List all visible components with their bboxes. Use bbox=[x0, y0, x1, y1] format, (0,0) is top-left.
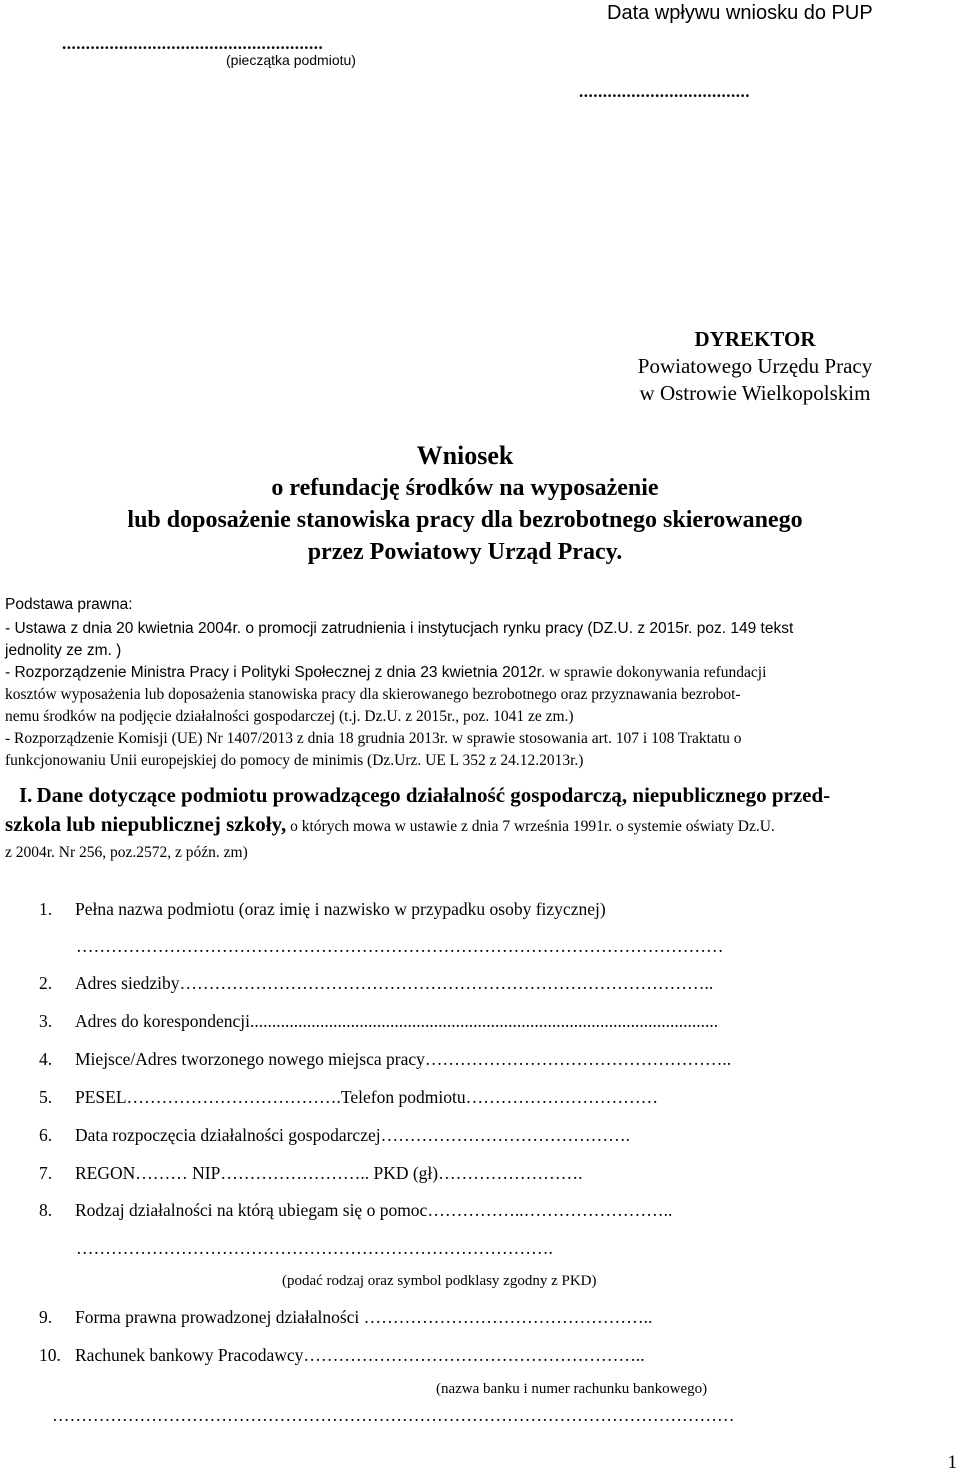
legal-basis-line bbox=[5, 662, 960, 684]
receipt-date-line: .................................... bbox=[579, 82, 750, 101]
form-item-full-name bbox=[39, 899, 606, 920]
receipt-date-label: Data wpływu wniosku do PUP bbox=[607, 2, 873, 24]
section-heading: Dane dotyczące podmiotu prowadzącego działalność gospodarczą, niepublicznego przed- bbox=[36, 783, 831, 807]
item-label: Miejsce/Adres tworzonego nowego miejsca pracy…………………………………………….. bbox=[75, 1049, 732, 1069]
item-number: 6. bbox=[39, 1125, 53, 1145]
item-number: 3. bbox=[39, 1011, 53, 1031]
section-numeral: I. bbox=[19, 783, 33, 807]
item-label: Forma prawna prowadzonej działalności ………………………………………….. bbox=[75, 1307, 653, 1327]
title-line: Wniosek bbox=[416, 441, 514, 470]
section-note: z 2004r. Nr 256, poz.2572, z późn. zm) bbox=[5, 844, 248, 861]
full-name-fill-line[interactable]: ………………………………………………………………………………………………… bbox=[76, 936, 724, 956]
addressee-title: DYREKTOR bbox=[694, 327, 816, 351]
item-number: 1. bbox=[39, 899, 53, 919]
bank-account-caption: (nazwa banku i numer rachunku bankowego) bbox=[436, 1381, 708, 1397]
form-item-correspondence-address[interactable] bbox=[39, 1011, 718, 1032]
title-line: o refundację środków na wyposażenie bbox=[271, 475, 659, 501]
item-number: 7. bbox=[39, 1163, 53, 1183]
form-item-pesel-phone[interactable] bbox=[39, 1087, 658, 1108]
item-number: 2. bbox=[39, 973, 53, 993]
legal-basis-line: - Rozporządzenie Komisji (UE) Nr 1407/2013 z dnia 18 grudnia 2013r. w sprawie stosowania art. 107 i 108 Traktatu o bbox=[5, 730, 742, 747]
legal-basis-heading: Podstawa prawna: bbox=[5, 596, 133, 613]
item-number: 9. bbox=[39, 1307, 53, 1327]
legal-basis-line: - Ustawa z dnia 20 kwietnia 2004r. o promocji zatrudnienia i instytucjach rynku pracy (DZ.U. z 2015r. poz. 149 tekst bbox=[5, 620, 794, 637]
item-label: Data rozpoczęcia działalności gospodarczej……………………………………. bbox=[75, 1125, 630, 1145]
legal-basis-line: nemu środków na podjęcie działalności gospodarczej (t.j. Dz.U. z 2015r., poz. 1041 ze zm.) bbox=[5, 708, 574, 725]
title-line: lub doposażenie stanowiska pracy dla bezrobotnego skierowanego bbox=[127, 507, 803, 533]
item-number: 4. bbox=[39, 1049, 53, 1069]
form-item-bank-account[interactable] bbox=[39, 1345, 645, 1366]
section-1-heading bbox=[5, 782, 960, 866]
form-item-address[interactable] bbox=[39, 973, 713, 994]
addressee-block bbox=[560, 326, 950, 407]
item-label: Adres siedziby……………………………………………………………………………….. bbox=[75, 973, 714, 993]
stamp-caption: (pieczątka podmiotu) bbox=[226, 52, 356, 68]
legal-basis-line: funkcjonowaniu Unii europejskiej do pomocy de minimis (Dz.Urz. UE L 352 z 24.12.2013r.) bbox=[5, 752, 584, 769]
activity-type-fill-line[interactable]: ………………………………………………………………………. bbox=[76, 1238, 553, 1258]
legal-basis bbox=[5, 594, 960, 772]
item-label: Pełna nazwa podmiotu (oraz imię i nazwisko w przypadku osoby fizycznej) bbox=[75, 899, 606, 919]
item-label: Adres do korespondencji........................................................................................................... bbox=[75, 1011, 719, 1031]
stamp-signature-line: ....................................................... bbox=[62, 34, 324, 53]
form-item-legal-form[interactable] bbox=[39, 1307, 652, 1328]
activity-type-caption: (podać rodzaj oraz symbol podklasy zgodny z PKD) bbox=[282, 1273, 597, 1289]
section-heading: szkola lub niepublicznej szkoły, bbox=[5, 812, 287, 836]
document-title bbox=[60, 440, 870, 568]
addressee-line: Powiatowego Urzędu Pracy bbox=[637, 354, 873, 378]
item-number: 10. bbox=[39, 1345, 61, 1365]
title-line: przez Powiatowy Urząd Pracy. bbox=[307, 539, 623, 565]
section-note: o których mowa w ustawie z dnia 7 września 1991r. o systemie oświaty Dz.U. bbox=[286, 818, 775, 835]
form-item-start-date[interactable] bbox=[39, 1125, 630, 1146]
legal-basis-text: - Rozporządzenie Ministra Pracy i Polityki Społecznej z dnia 23 kwietnia 2012r. bbox=[5, 664, 546, 681]
item-number: 5. bbox=[39, 1087, 53, 1107]
legal-basis-line: jednolity ze zm. ) bbox=[5, 642, 122, 659]
bank-account-fill-line[interactable]: ……………………………………………………………………………………………………… bbox=[52, 1405, 735, 1425]
item-label: Rodzaj działalności na którą ubiegam się o pomoc……………..…………………….. bbox=[75, 1200, 673, 1220]
form-item-activity-type[interactable] bbox=[39, 1200, 672, 1221]
addressee-line: w Ostrowie Wielkopolskim bbox=[639, 381, 871, 405]
legal-basis-line: kosztów wyposażenia lub doposażenia stanowiska pracy dla skierowanego bezrobotnego oraz przyznawania bezrobot- bbox=[5, 686, 741, 703]
item-label: Rachunek bankowy Pracodawcy………………………………………………….. bbox=[75, 1345, 645, 1365]
item-label: REGON……… NIP…………………….. PKD (gł)……………………. bbox=[75, 1163, 583, 1183]
item-label: PESEL……………………………….Telefon podmiotu…………………………… bbox=[75, 1087, 659, 1107]
legal-basis-text: w sprawie dokonywania refundacji bbox=[545, 664, 767, 681]
item-number: 8. bbox=[39, 1200, 53, 1220]
form-item-workplace-address[interactable] bbox=[39, 1049, 731, 1070]
page-number: 1 bbox=[947, 1452, 957, 1473]
form-item-regon-nip-pkd[interactable] bbox=[39, 1163, 583, 1184]
